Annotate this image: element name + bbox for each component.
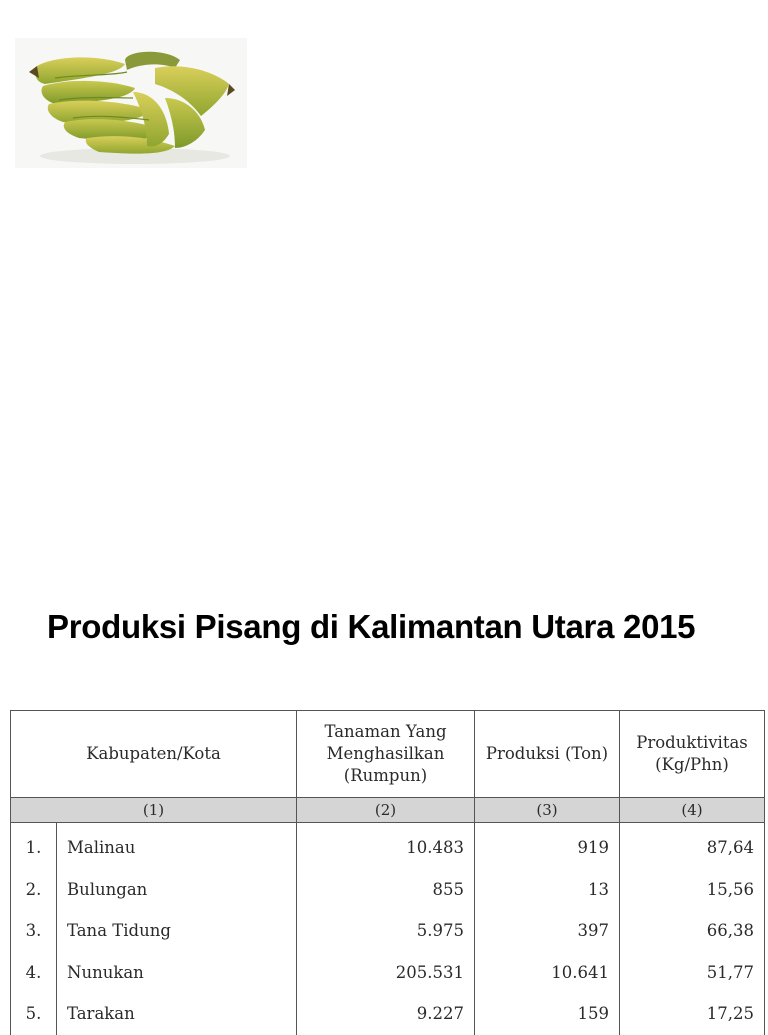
tanaman-value: 9.227 [297, 993, 475, 1035]
table-header-row [11, 711, 765, 798]
table-row [11, 910, 765, 952]
col-number-3: (3) [475, 798, 620, 823]
region-name: Bulungan [57, 869, 297, 911]
produktivitas-value: 51,77 [620, 952, 765, 994]
tanaman-value: 5.975 [297, 910, 475, 952]
table-row [11, 952, 765, 994]
row-number: 1. [11, 823, 57, 869]
row-number: 2. [11, 869, 57, 911]
col-number-4: (4) [620, 798, 765, 823]
header-region: Kabupaten/Kota [11, 711, 297, 798]
column-number-row [11, 798, 765, 823]
production-table [10, 710, 765, 1035]
produksi-value: 13 [475, 869, 620, 911]
header-tanaman: Tanaman Yang Menghasilkan (Rumpun) [297, 711, 475, 798]
produktivitas-value: 87,64 [620, 823, 765, 869]
banana-bunch-image [15, 38, 247, 168]
tanaman-value: 10.483 [297, 823, 475, 869]
produksi-value: 159 [475, 993, 620, 1035]
row-number: 3. [11, 910, 57, 952]
table-row [11, 869, 765, 911]
region-name: Tana Tidung [57, 910, 297, 952]
region-name: Tarakan [57, 993, 297, 1035]
header-produksi: Produksi (Ton) [475, 711, 620, 798]
produksi-value: 10.641 [475, 952, 620, 994]
table-row [11, 823, 765, 869]
tanaman-value: 855 [297, 869, 475, 911]
col-number-2: (2) [297, 798, 475, 823]
header-produktivitas: Produktivitas (Kg/Phn) [620, 711, 765, 798]
produktivitas-value: 66,38 [620, 910, 765, 952]
produksi-value: 919 [475, 823, 620, 869]
row-number: 5. [11, 993, 57, 1035]
produksi-value: 397 [475, 910, 620, 952]
produktivitas-value: 15,56 [620, 869, 765, 911]
row-number: 4. [11, 952, 57, 994]
col-number-1: (1) [11, 798, 297, 823]
region-name: Malinau [57, 823, 297, 869]
tanaman-value: 205.531 [297, 952, 475, 994]
banana-illustration [15, 38, 247, 168]
produktivitas-value: 17,25 [620, 993, 765, 1035]
page-title: Produksi Pisang di Kalimantan Utara 2015 [47, 608, 696, 645]
region-name: Nunukan [57, 952, 297, 994]
table-row [11, 993, 765, 1035]
